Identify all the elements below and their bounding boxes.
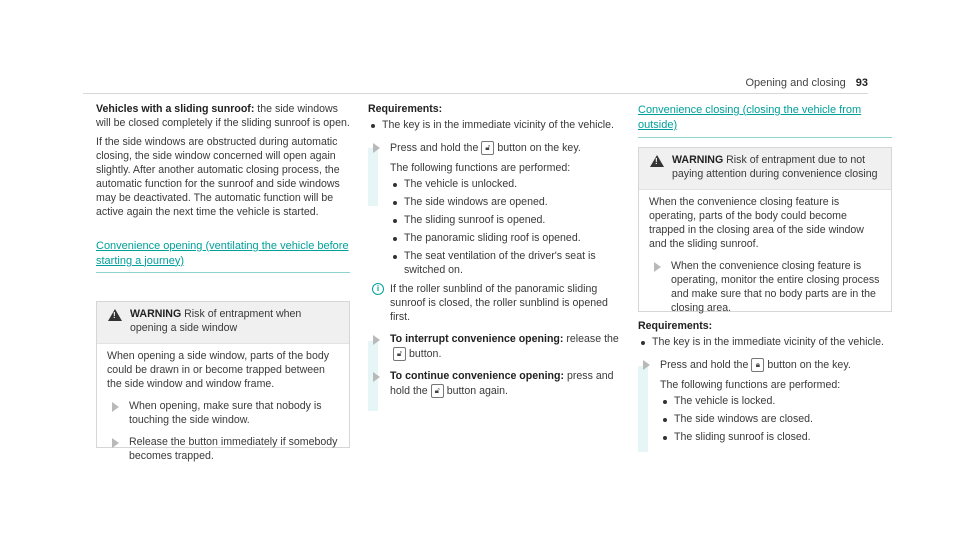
unlock-button-icon: 🔓︎: [431, 384, 444, 398]
unlock-button-icon: 🔓︎: [393, 347, 406, 361]
step-press-unlock: Press and hold the 🔓︎ button on the key.: [368, 141, 620, 156]
step-arrow-icon: [373, 335, 380, 345]
warning-step: When opening, make sure that nobody is touching the side window.: [107, 400, 339, 428]
list-item: The side windows are opened.: [390, 196, 620, 210]
unlock-button-icon: 🔓︎: [481, 141, 494, 155]
warning-header: ! WARNING Risk of entrapment when opening a side window: [97, 302, 349, 344]
list-item: The vehicle is unlocked.: [390, 178, 620, 192]
warning-step: When the convenience closing feature is operating, monitor the entire closing process and make sure that no body parts are in the closing area.: [649, 260, 881, 316]
step-interrupt: To interrupt convenience opening: release the 🔓︎ button.: [368, 333, 620, 362]
following-functions: The following functions are performed:: [660, 378, 841, 391]
column-2: [368, 103, 620, 405]
column-3-requirements: [638, 320, 892, 449]
info-icon: i: [372, 283, 384, 295]
section-title-convenience-opening: Convenience opening (ventilating the vehicle before starting a journey): [96, 239, 349, 267]
section-rule: [638, 137, 892, 138]
list-item: The side windows are closed.: [660, 413, 892, 427]
column-1: [96, 103, 350, 273]
page-number: 93: [855, 77, 868, 89]
warning-box-opening: [96, 301, 350, 462]
step-arrow-icon: [654, 262, 661, 272]
step-arrow-icon: [112, 402, 119, 412]
list-item: The vehicle is locked.: [660, 395, 892, 409]
step-arrow-icon: [373, 143, 380, 153]
warning-triangle-icon: [650, 155, 664, 167]
list-item: The panoramic sliding roof is opened.: [390, 232, 620, 246]
warning-header: ! WARNING Risk of entrapment due to not paying attention during convenience closing: [639, 148, 891, 190]
step-press-lock: Press and hold the 🔒︎ button on the key.: [638, 358, 892, 373]
functions-list: [390, 178, 620, 278]
step-continue: To continue convenience opening: press and hold the 🔓︎ button again.: [368, 370, 620, 399]
list-item: The seat ventilation of the driver's seat is switched on.: [390, 250, 620, 278]
functions-list: [660, 395, 892, 445]
step-arrow-icon: [373, 372, 380, 382]
warning-step: Release the button immediately if somebody becomes trapped.: [107, 436, 339, 464]
warning-box-closing: [638, 147, 892, 312]
section-rule: [96, 272, 350, 273]
requirement-item: The key is in the immediate vicinity of the vehicle.: [368, 119, 620, 133]
step-arrow-icon: [112, 438, 119, 448]
requirements-title: Requirements:: [638, 320, 713, 332]
lock-button-icon: 🔒︎: [751, 358, 764, 372]
header-divider: [83, 93, 868, 94]
list-item: The sliding sunroof is opened.: [390, 214, 620, 228]
section-title-convenience-closing: Convenience closing (closing the vehicle from outside): [638, 104, 862, 131]
step-arrow-icon: [643, 360, 650, 370]
column-3: [638, 103, 892, 138]
following-functions: The following functions are performed:: [390, 161, 571, 174]
header-title: Opening and closing: [745, 77, 846, 89]
requirements-title: Requirements:: [368, 103, 443, 115]
warning-body: When the convenience closing feature is operating, parts of the body could become trapped in the closing area of the side window and the sliding sunroof. When the convenience closing feature is operating, monitor the entire closing process and make sure that no body parts are in the closing area.: [649, 195, 880, 314]
obstruction-paragraph: If the side windows are obstructed during automatic closing, the side window concerned will open again slightly. After another automatic closing process, the automatic function for the sunroof and side windows may be deactivated. The automatic function will be active again the next time the vehicle is started.: [96, 135, 340, 218]
list-item: The sliding sunroof is closed.: [660, 431, 892, 445]
warning-body: When opening a side window, parts of the body could be drawn in or become trapped between the side window and window frame. When opening, make sure that nobody is touching the side window. Release the button immediately if somebody becomes trapped.: [107, 349, 338, 462]
sunroof-paragraph: Vehicles with a sliding sunroof: the side windows will be closed completely if the sliding sunroof is open.: [96, 103, 350, 129]
info-note: i If the roller sunblind of the panoramic sliding sunroof is closed, the roller sunblind is opened first.: [368, 283, 620, 325]
requirement-item: The key is in the immediate vicinity of the vehicle.: [638, 336, 892, 350]
page-header: [745, 76, 868, 91]
warning-triangle-icon: [108, 309, 122, 321]
